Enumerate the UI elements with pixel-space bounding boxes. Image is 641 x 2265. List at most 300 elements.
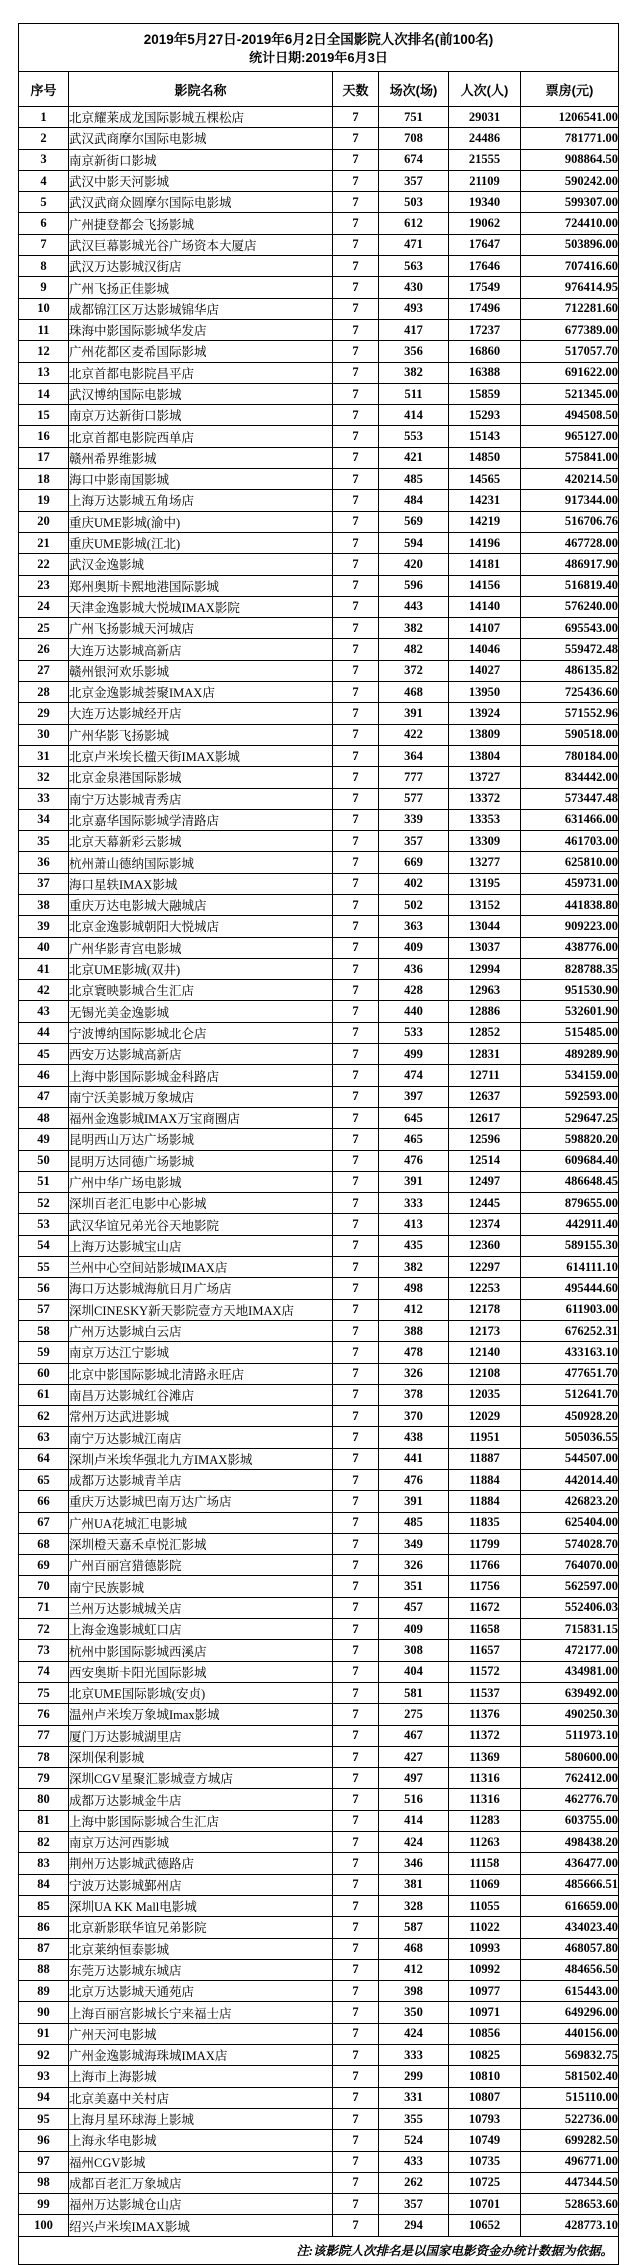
sessions-cell: 381	[379, 1874, 449, 1895]
table-row	[19, 1512, 619, 1533]
cinema-name-cell: 北京UME影城(双井)	[69, 958, 333, 979]
attendance-cell: 12617	[449, 1107, 521, 1128]
cinema-name-cell: 北京万达影城天通苑店	[69, 1981, 333, 2002]
table-row	[19, 383, 619, 404]
days-cell: 7	[333, 1619, 379, 1640]
cinema-name-cell: 深圳UA KK Mall电影城	[69, 1895, 333, 1916]
rank-cell: 9	[19, 277, 69, 298]
sessions-cell: 346	[379, 1853, 449, 1874]
cinema-name-cell: 西安万达影城高新店	[69, 1044, 333, 1065]
table-row	[19, 1725, 619, 1746]
table-row	[19, 1363, 619, 1384]
table-row	[19, 1150, 619, 1171]
attendance-cell: 16860	[449, 341, 521, 362]
days-cell: 7	[333, 1938, 379, 1959]
rank-cell: 95	[19, 2108, 69, 2129]
cinema-name-cell: 绍兴卢米埃IMAX影城	[69, 2215, 333, 2236]
rank-cell: 55	[19, 1257, 69, 1278]
attendance-cell: 19340	[449, 192, 521, 213]
table-row	[19, 447, 619, 468]
cinema-name-cell: 西安奥斯卡阳光国际影城	[69, 1661, 333, 1682]
table-footnote-row	[19, 2236, 619, 2264]
table-row	[19, 1853, 619, 1874]
box-office-cell: 528653.60	[521, 2194, 619, 2215]
attendance-cell: 10856	[449, 2023, 521, 2044]
days-cell: 7	[333, 682, 379, 703]
box-office-cell: 707416.60	[521, 256, 619, 277]
table-row	[19, 1257, 619, 1278]
table-row	[19, 1768, 619, 1789]
attendance-cell: 11756	[449, 1576, 521, 1597]
table-row	[19, 831, 619, 852]
rank-cell: 35	[19, 831, 69, 852]
attendance-cell: 13924	[449, 703, 521, 724]
table-row	[19, 319, 619, 340]
cinema-name-cell: 广州华影飞扬影城	[69, 724, 333, 745]
box-office-cell: 571552.96	[521, 703, 619, 724]
rank-cell: 85	[19, 1895, 69, 1916]
table-row	[19, 128, 619, 149]
sessions-cell: 503	[379, 192, 449, 213]
box-office-cell: 615443.00	[521, 1981, 619, 2002]
sessions-cell: 493	[379, 298, 449, 319]
cinema-name-cell: 武汉中影天河影城	[69, 170, 333, 191]
table-row	[19, 660, 619, 681]
rank-cell: 57	[19, 1299, 69, 1320]
rank-cell: 84	[19, 1874, 69, 1895]
box-office-cell: 434981.00	[521, 1661, 619, 1682]
sessions-cell: 478	[379, 1342, 449, 1363]
days-cell: 7	[333, 1640, 379, 1661]
box-office-cell: 438776.00	[521, 937, 619, 958]
days-cell: 7	[333, 1342, 379, 1363]
box-office-cell: 569832.75	[521, 2045, 619, 2066]
sessions-cell: 409	[379, 1619, 449, 1640]
box-office-cell: 544507.00	[521, 1448, 619, 1469]
sessions-cell: 433	[379, 2151, 449, 2172]
sessions-cell: 424	[379, 1832, 449, 1853]
cinema-name-cell: 南京万达新街口影城	[69, 405, 333, 426]
box-office-cell: 781771.00	[521, 128, 619, 149]
days-cell: 7	[333, 1129, 379, 1150]
days-cell: 7	[333, 1384, 379, 1405]
attendance-cell: 11951	[449, 1427, 521, 1448]
box-office-cell: 522736.00	[521, 2108, 619, 2129]
sessions-cell: 428	[379, 980, 449, 1001]
box-office-cell: 494508.50	[521, 405, 619, 426]
rank-cell: 12	[19, 341, 69, 362]
box-office-cell: 442014.40	[521, 1470, 619, 1491]
table-row	[19, 1214, 619, 1235]
days-cell: 7	[333, 2194, 379, 2215]
table-row	[19, 1278, 619, 1299]
cinema-name-cell: 昆明万达同德广场影城	[69, 1150, 333, 1171]
sessions-cell: 363	[379, 916, 449, 937]
sessions-cell: 516	[379, 1789, 449, 1810]
rank-cell: 46	[19, 1065, 69, 1086]
days-cell: 7	[333, 596, 379, 617]
days-cell: 7	[333, 1257, 379, 1278]
attendance-cell: 14850	[449, 447, 521, 468]
table-row	[19, 1938, 619, 1959]
rank-cell: 45	[19, 1044, 69, 1065]
table-row	[19, 1086, 619, 1107]
report-title: 2019年5月27日-2019年6月2日全国影院人次排名(前100名)	[143, 31, 494, 47]
sessions-cell: 708	[379, 128, 449, 149]
cinema-name-cell: 海口中影南国影城	[69, 469, 333, 490]
rank-cell: 62	[19, 1406, 69, 1427]
attendance-cell: 13195	[449, 873, 521, 894]
attendance-cell: 17646	[449, 256, 521, 277]
table-row	[19, 1640, 619, 1661]
rank-cell: 77	[19, 1725, 69, 1746]
cinema-name-cell: 天津金逸影城大悦城IMAX影院	[69, 596, 333, 617]
cinema-name-cell: 重庆万达影城巴南万达广场店	[69, 1491, 333, 1512]
box-office-cell: 598820.20	[521, 1129, 619, 1150]
rank-cell: 60	[19, 1363, 69, 1384]
cinema-name-cell: 南京万达河西影城	[69, 1832, 333, 1853]
rank-cell: 30	[19, 724, 69, 745]
cinema-name-cell: 上海金逸影城虹口店	[69, 1619, 333, 1640]
cinema-name-cell: 厦门万达影城湖里店	[69, 1725, 333, 1746]
attendance-cell: 11372	[449, 1725, 521, 1746]
attendance-cell: 17496	[449, 298, 521, 319]
table-row	[19, 1022, 619, 1043]
days-cell: 7	[333, 1789, 379, 1810]
table-row	[19, 852, 619, 873]
sessions-cell: 357	[379, 170, 449, 191]
sessions-cell: 777	[379, 767, 449, 788]
attendance-cell: 10701	[449, 2194, 521, 2215]
sessions-cell: 414	[379, 1810, 449, 1831]
attendance-cell: 13353	[449, 809, 521, 830]
rank-cell: 68	[19, 1533, 69, 1554]
box-office-cell: 485666.51	[521, 1874, 619, 1895]
box-office-cell: 676252.31	[521, 1320, 619, 1341]
days-cell: 7	[333, 490, 379, 511]
sessions-cell: 581	[379, 1682, 449, 1703]
table-row	[19, 170, 619, 191]
cinema-name-cell: 北京金泉港国际影城	[69, 767, 333, 788]
cinema-name-cell: 宁波万达影城鄞州店	[69, 1874, 333, 1895]
attendance-cell: 11055	[449, 1895, 521, 1916]
days-cell: 7	[333, 2087, 379, 2108]
days-cell: 7	[333, 2108, 379, 2129]
rank-cell: 72	[19, 1619, 69, 1640]
attendance-cell: 12029	[449, 1406, 521, 1427]
attendance-cell: 12108	[449, 1363, 521, 1384]
attendance-cell: 13950	[449, 682, 521, 703]
rank-cell: 33	[19, 788, 69, 809]
table-row	[19, 1555, 619, 1576]
box-office-cell: 599307.00	[521, 192, 619, 213]
table-row	[19, 234, 619, 255]
box-office-cell: 614111.10	[521, 1257, 619, 1278]
cinema-name-cell: 深圳保利影城	[69, 1746, 333, 1767]
days-cell: 7	[333, 405, 379, 426]
cinema-name-cell: 北京莱纳恒泰影城	[69, 1938, 333, 1959]
cinema-name-cell: 广州UA花城汇电影城	[69, 1512, 333, 1533]
sessions-cell: 388	[379, 1320, 449, 1341]
rank-cell: 73	[19, 1640, 69, 1661]
sessions-cell: 413	[379, 1214, 449, 1235]
box-office-cell: 515110.00	[521, 2087, 619, 2108]
days-cell: 7	[333, 256, 379, 277]
sessions-cell: 502	[379, 894, 449, 915]
cinema-name-cell: 广州飞扬影城天河城店	[69, 618, 333, 639]
sessions-cell: 498	[379, 1278, 449, 1299]
attendance-cell: 11069	[449, 1874, 521, 1895]
cinema-name-cell: 深圳橙天嘉禾卓悦汇影城	[69, 1533, 333, 1554]
days-cell: 7	[333, 831, 379, 852]
box-office-cell: 420214.50	[521, 469, 619, 490]
rank-cell: 49	[19, 1129, 69, 1150]
sessions-cell: 417	[379, 319, 449, 340]
sessions-cell: 326	[379, 1363, 449, 1384]
days-cell: 7	[333, 1491, 379, 1512]
cinema-name-cell: 北京美嘉中关村店	[69, 2087, 333, 2108]
days-cell: 7	[333, 341, 379, 362]
attendance-cell: 10977	[449, 1981, 521, 2002]
rank-cell: 99	[19, 2194, 69, 2215]
cinema-name-cell: 昆明西山万达广场影城	[69, 1129, 333, 1150]
cinema-name-cell: 成都万达影城青羊店	[69, 1470, 333, 1491]
attendance-cell: 21109	[449, 170, 521, 191]
sessions-cell: 349	[379, 1533, 449, 1554]
attendance-cell: 14219	[449, 511, 521, 532]
rank-cell: 43	[19, 1001, 69, 1022]
rank-cell: 36	[19, 852, 69, 873]
cinema-name-cell: 北京金逸影城荟聚IMAX店	[69, 682, 333, 703]
table-row	[19, 639, 619, 660]
table-row	[19, 980, 619, 1001]
table-row	[19, 192, 619, 213]
days-cell: 7	[333, 319, 379, 340]
table-row	[19, 937, 619, 958]
table-row	[19, 958, 619, 979]
sessions-cell: 424	[379, 2023, 449, 2044]
table-row	[19, 745, 619, 766]
box-office-cell: 649296.00	[521, 2002, 619, 2023]
box-office-cell: 496771.00	[521, 2151, 619, 2172]
table-row	[19, 916, 619, 937]
rank-cell: 41	[19, 958, 69, 979]
table-row	[19, 1427, 619, 1448]
sessions-cell: 468	[379, 682, 449, 703]
cinema-name-cell: 武汉博纳国际电影城	[69, 383, 333, 404]
sessions-cell: 645	[379, 1107, 449, 1128]
cinema-name-cell: 北京卢米埃长楹天街IMAX影城	[69, 745, 333, 766]
table-row	[19, 1171, 619, 1192]
days-cell: 7	[333, 1704, 379, 1725]
table-row	[19, 490, 619, 511]
table-row	[19, 256, 619, 277]
table-row	[19, 469, 619, 490]
attendance-cell: 12140	[449, 1342, 521, 1363]
sessions-cell: 299	[379, 2066, 449, 2087]
sessions-cell: 357	[379, 2194, 449, 2215]
rank-cell: 79	[19, 1768, 69, 1789]
days-cell: 7	[333, 1470, 379, 1491]
attendance-cell: 14046	[449, 639, 521, 660]
sessions-cell: 331	[379, 2087, 449, 2108]
column-header-days: 天数	[333, 72, 379, 107]
sessions-cell: 569	[379, 511, 449, 532]
box-office-cell: 625404.00	[521, 1512, 619, 1533]
sessions-cell: 355	[379, 2108, 449, 2129]
attendance-cell: 12637	[449, 1086, 521, 1107]
cinema-name-cell: 重庆UME影城(渝中)	[69, 511, 333, 532]
table-title-row	[19, 24, 619, 72]
table-row	[19, 1448, 619, 1469]
cinema-name-cell: 武汉巨幕影城光谷广场资本大厦店	[69, 234, 333, 255]
cinema-name-cell: 北京UME国际影城(安贞)	[69, 1682, 333, 1703]
box-office-cell: 592593.00	[521, 1086, 619, 1107]
table-row	[19, 1746, 619, 1767]
box-office-cell: 712281.60	[521, 298, 619, 319]
box-office-cell: 1206541.00	[521, 107, 619, 128]
table-row	[19, 2066, 619, 2087]
days-cell: 7	[333, 1959, 379, 1980]
attendance-cell: 11316	[449, 1789, 521, 1810]
attendance-cell: 14027	[449, 660, 521, 681]
attendance-cell: 11369	[449, 1746, 521, 1767]
box-office-cell: 631466.00	[521, 809, 619, 830]
attendance-cell: 12497	[449, 1171, 521, 1192]
days-cell: 7	[333, 1832, 379, 1853]
rank-cell: 81	[19, 1810, 69, 1831]
box-office-cell: 965127.00	[521, 426, 619, 447]
cinema-name-cell: 上海月星环球海上影城	[69, 2108, 333, 2129]
table-row	[19, 213, 619, 234]
days-cell: 7	[333, 788, 379, 809]
rank-cell: 80	[19, 1789, 69, 1810]
rank-cell: 16	[19, 426, 69, 447]
table-row	[19, 1129, 619, 1150]
cinema-name-cell: 上海永华电影城	[69, 2130, 333, 2151]
cinema-name-cell: 武汉武商摩尔国际电影城	[69, 128, 333, 149]
cinema-name-cell: 福州万达影城仓山店	[69, 2194, 333, 2215]
table-row	[19, 1491, 619, 1512]
cinema-name-cell: 兰州万达影城城关店	[69, 1597, 333, 1618]
sessions-cell: 275	[379, 1704, 449, 1725]
box-office-cell: 442911.40	[521, 1214, 619, 1235]
box-office-cell: 503896.00	[521, 234, 619, 255]
days-cell: 7	[333, 532, 379, 553]
cinema-name-cell: 常州万达武进影城	[69, 1406, 333, 1427]
table-row	[19, 703, 619, 724]
box-office-cell: 725436.60	[521, 682, 619, 703]
rank-cell: 97	[19, 2151, 69, 2172]
cinema-name-cell: 海口星轶IMAX影城	[69, 873, 333, 894]
attendance-cell: 14196	[449, 532, 521, 553]
attendance-cell: 14181	[449, 554, 521, 575]
sessions-cell: 533	[379, 1022, 449, 1043]
table-row	[19, 277, 619, 298]
attendance-cell: 11884	[449, 1470, 521, 1491]
days-cell: 7	[333, 192, 379, 213]
attendance-cell: 13372	[449, 788, 521, 809]
table-header-row	[19, 72, 619, 107]
days-cell: 7	[333, 1086, 379, 1107]
cinema-name-cell: 南宁民族影城	[69, 1576, 333, 1597]
attendance-cell: 13152	[449, 894, 521, 915]
box-office-cell: 691622.00	[521, 362, 619, 383]
days-cell: 7	[333, 107, 379, 128]
table-row	[19, 1576, 619, 1597]
box-office-cell: 909223.00	[521, 916, 619, 937]
cinema-name-cell: 广州金逸影城海珠城IMAX店	[69, 2045, 333, 2066]
attendance-cell: 12178	[449, 1299, 521, 1320]
cinema-name-cell: 大连万达影城高新店	[69, 639, 333, 660]
box-office-cell: 580600.00	[521, 1746, 619, 1767]
cinema-name-cell: 大连万达影城经开店	[69, 703, 333, 724]
box-office-cell: 879655.00	[521, 1193, 619, 1214]
cinema-name-cell: 兰州中心空间站影城IMAX店	[69, 1257, 333, 1278]
attendance-cell: 10807	[449, 2087, 521, 2108]
rank-cell: 89	[19, 1981, 69, 2002]
rank-cell: 21	[19, 532, 69, 553]
rank-cell: 98	[19, 2172, 69, 2193]
attendance-cell: 10749	[449, 2130, 521, 2151]
cinema-name-cell: 福州金逸影城IMAX万宝商圈店	[69, 1107, 333, 1128]
days-cell: 7	[333, 426, 379, 447]
sessions-cell: 339	[379, 809, 449, 830]
rank-cell: 96	[19, 2130, 69, 2151]
days-cell: 7	[333, 575, 379, 596]
box-office-cell: 976414.95	[521, 277, 619, 298]
days-cell: 7	[333, 298, 379, 319]
cinema-name-cell: 北京嘉华国际影城学清路店	[69, 809, 333, 830]
box-office-cell: 762412.00	[521, 1768, 619, 1789]
sessions-cell: 440	[379, 1001, 449, 1022]
table-row	[19, 1384, 619, 1405]
box-office-cell: 467728.00	[521, 532, 619, 553]
attendance-cell: 17237	[449, 319, 521, 340]
box-office-cell: 695543.00	[521, 618, 619, 639]
days-cell: 7	[333, 873, 379, 894]
table-row	[19, 1299, 619, 1320]
rank-cell: 34	[19, 809, 69, 830]
sessions-cell: 391	[379, 1491, 449, 1512]
box-office-cell: 472177.00	[521, 1640, 619, 1661]
rank-cell: 54	[19, 1235, 69, 1256]
sessions-cell: 596	[379, 575, 449, 596]
days-cell: 7	[333, 1107, 379, 1128]
table-row	[19, 1406, 619, 1427]
days-cell: 7	[333, 1235, 379, 1256]
sessions-cell: 414	[379, 405, 449, 426]
table-row	[19, 2045, 619, 2066]
days-cell: 7	[333, 2172, 379, 2193]
table-row	[19, 1342, 619, 1363]
table-row	[19, 1661, 619, 1682]
cinema-name-cell: 上海中影国际影城金科路店	[69, 1065, 333, 1086]
sessions-cell: 294	[379, 2215, 449, 2236]
days-cell: 7	[333, 447, 379, 468]
days-cell: 7	[333, 2023, 379, 2044]
box-office-cell: 505036.55	[521, 1427, 619, 1448]
rank-cell: 23	[19, 575, 69, 596]
days-cell: 7	[333, 1512, 379, 1533]
cinema-name-cell: 南宁万达影城江南店	[69, 1427, 333, 1448]
cinema-name-cell: 杭州萧山德纳国际影城	[69, 852, 333, 873]
attendance-cell: 12711	[449, 1065, 521, 1086]
cinema-name-cell: 广州华影青宫电影城	[69, 937, 333, 958]
box-office-cell: 512641.70	[521, 1384, 619, 1405]
attendance-cell: 13277	[449, 852, 521, 873]
attendance-cell: 12035	[449, 1384, 521, 1405]
